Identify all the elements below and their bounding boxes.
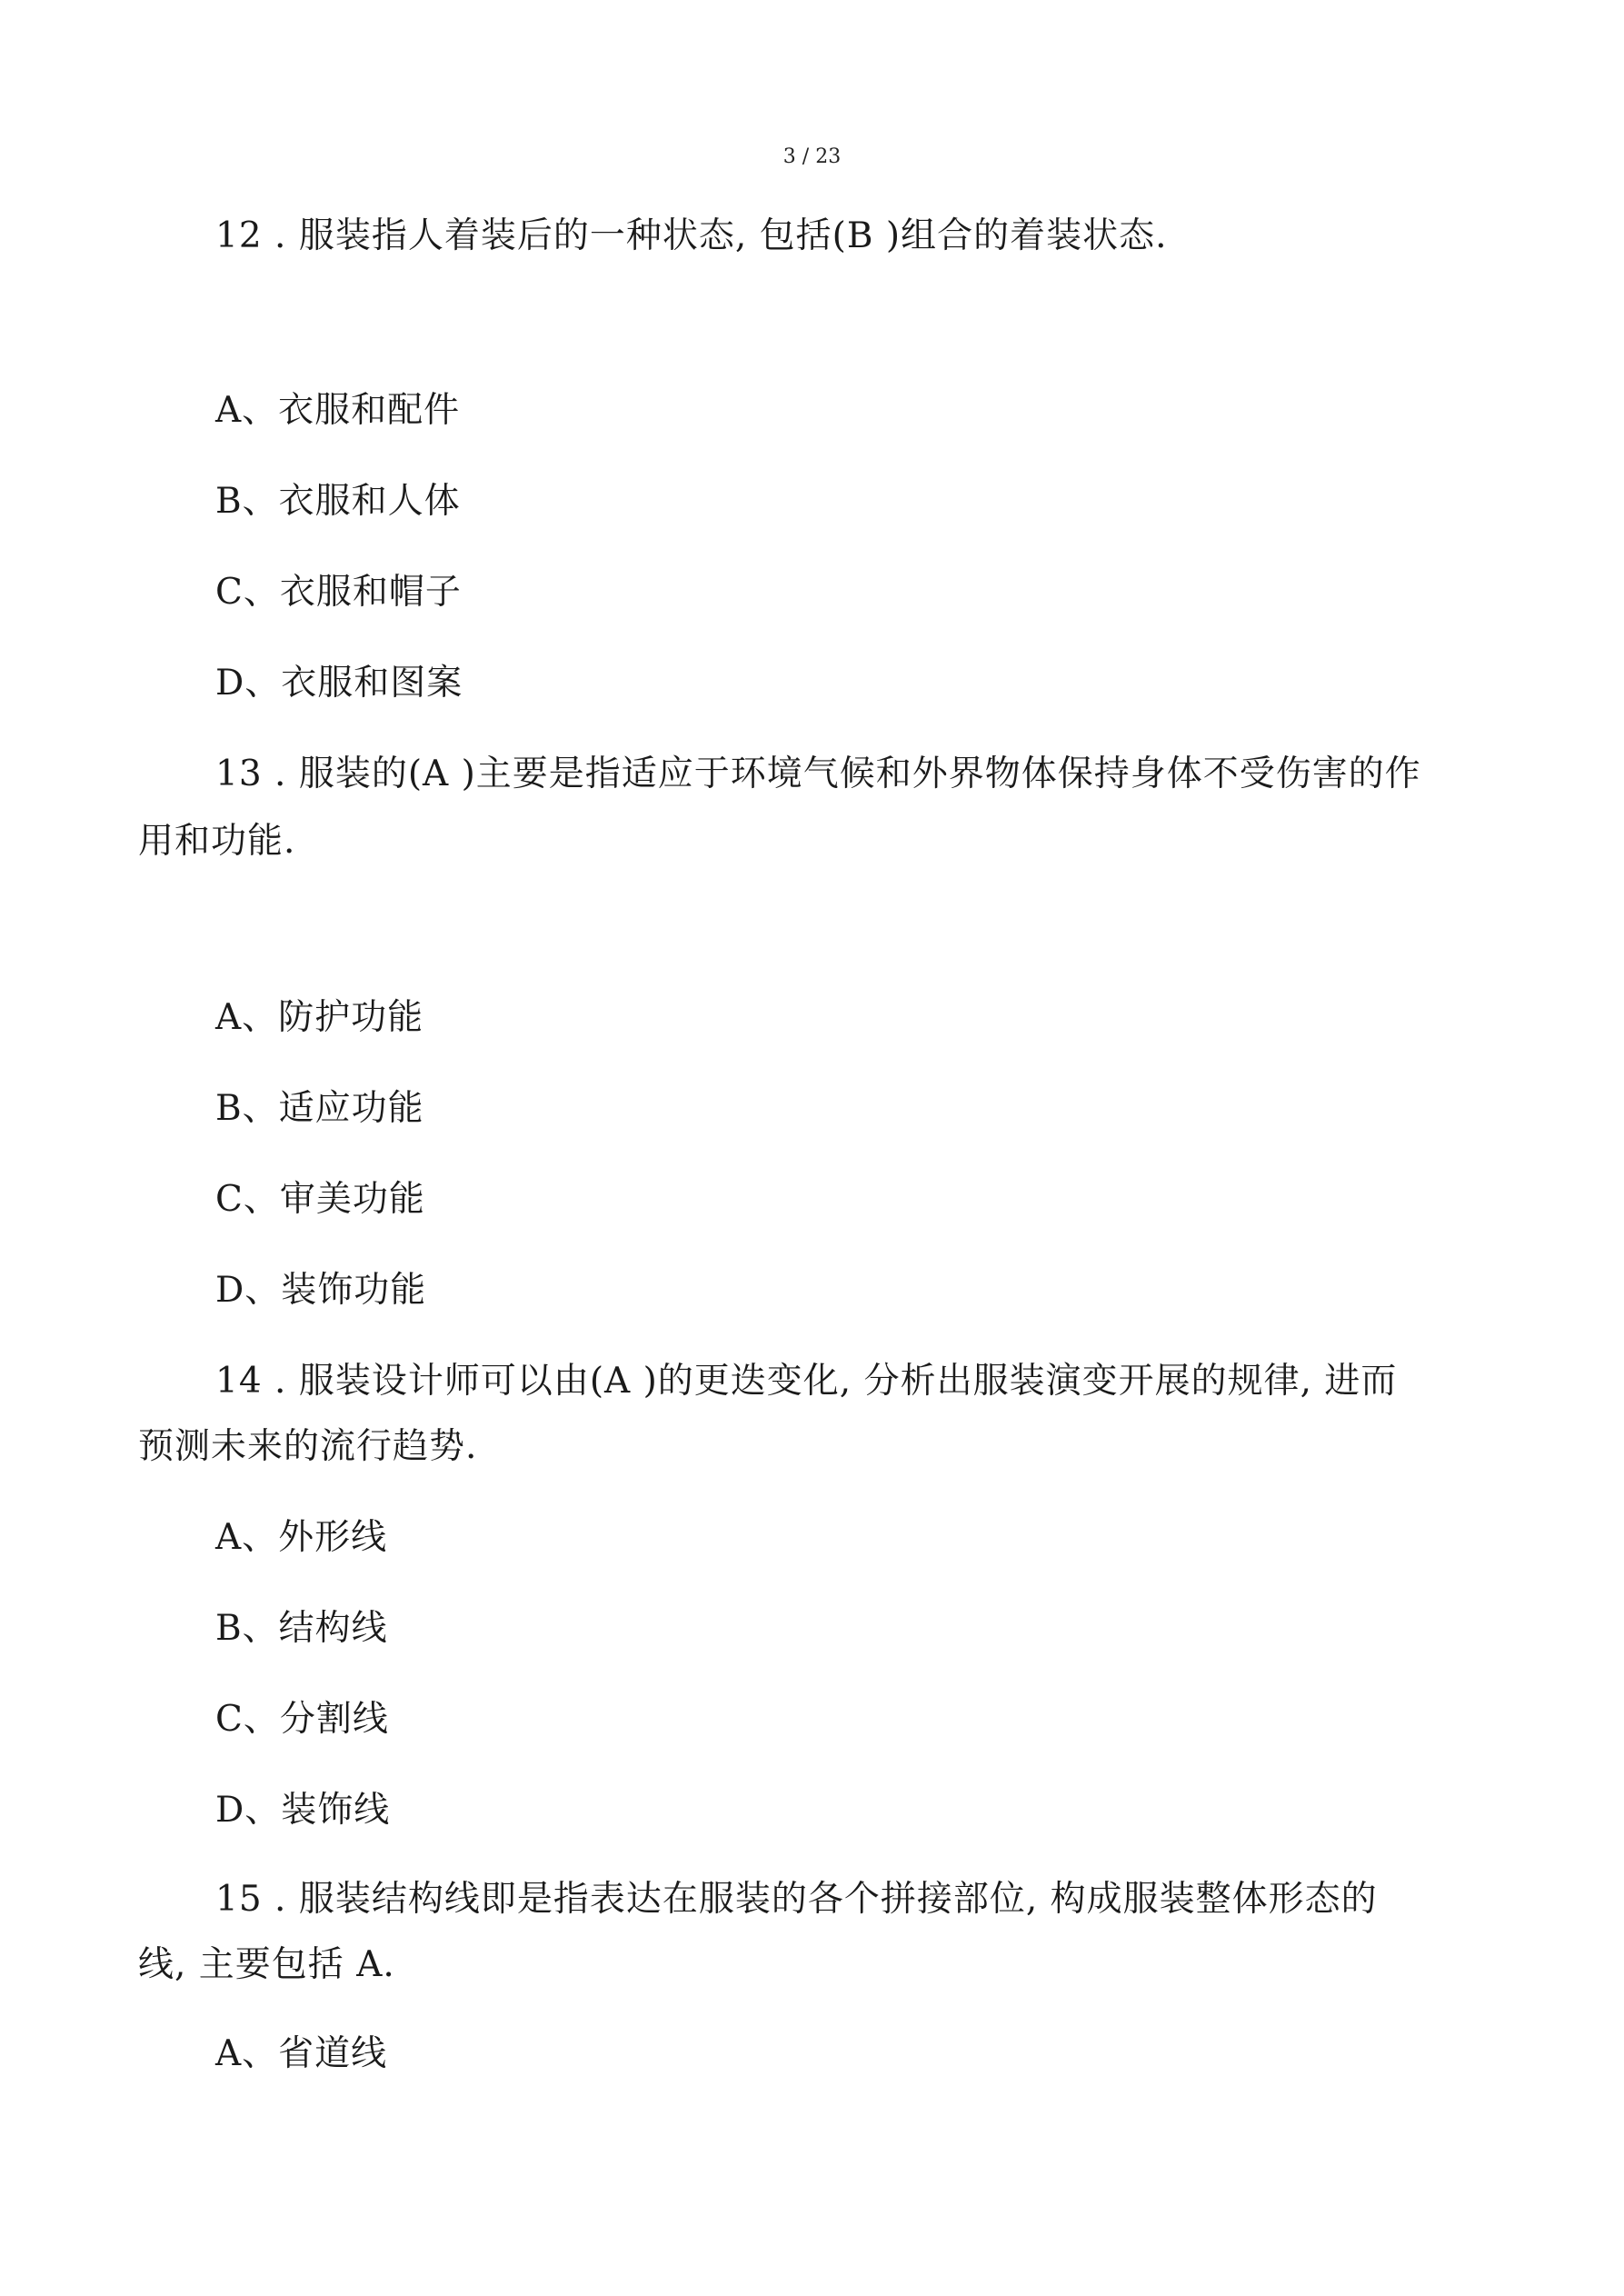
question-15-option-a: A、省道线 [215,2033,388,2074]
question-13-option-b: B、适应功能 [215,1088,424,1129]
question-14-option-b: B、结构线 [215,1608,388,1649]
question-15-text: 15 . 服装结构线即是指表达在服装的各个拼接部位, 构成服装整体形态的 [215,1879,1378,1920]
question-14-option-d: D、装饰线 [215,1790,391,1831]
question-12-option-c: C、衣服和帽子 [215,572,462,613]
question-14-option-c: C、分割线 [215,1699,389,1740]
question-13-text: 13 . 服装的(A )主要是指适应于环境气候和外界物体保持身体不受伤害的作 [215,754,1421,794]
question-12-text: 12 . 服装指人着装后的一种状态, 包括(B )组合的着装状态. [215,215,1168,256]
question-15-text-cont: 线, 主要包括 A. [138,1944,395,1985]
question-14-option-a: A、外形线 [215,1517,388,1558]
question-14-text-cont: 预测未来的流行趋势. [138,1426,478,1467]
question-12-option-b: B、衣服和人体 [215,481,461,522]
page-number: 3 / 23 [782,145,842,168]
question-13-option-d: D、装饰功能 [215,1270,427,1311]
question-14-text: 14 . 服装设计师可以由(A )的更迭变化, 分析出服装演变开展的规律, 进而 [215,1361,1398,1402]
question-13-option-a: A、防护功能 [215,997,424,1038]
question-12-option-a: A、衣服和配件 [215,390,461,431]
question-13-text-cont: 用和功能. [138,821,296,862]
question-13-option-c: C、审美功能 [215,1179,425,1220]
question-12-option-d: D、衣服和图案 [215,663,463,704]
